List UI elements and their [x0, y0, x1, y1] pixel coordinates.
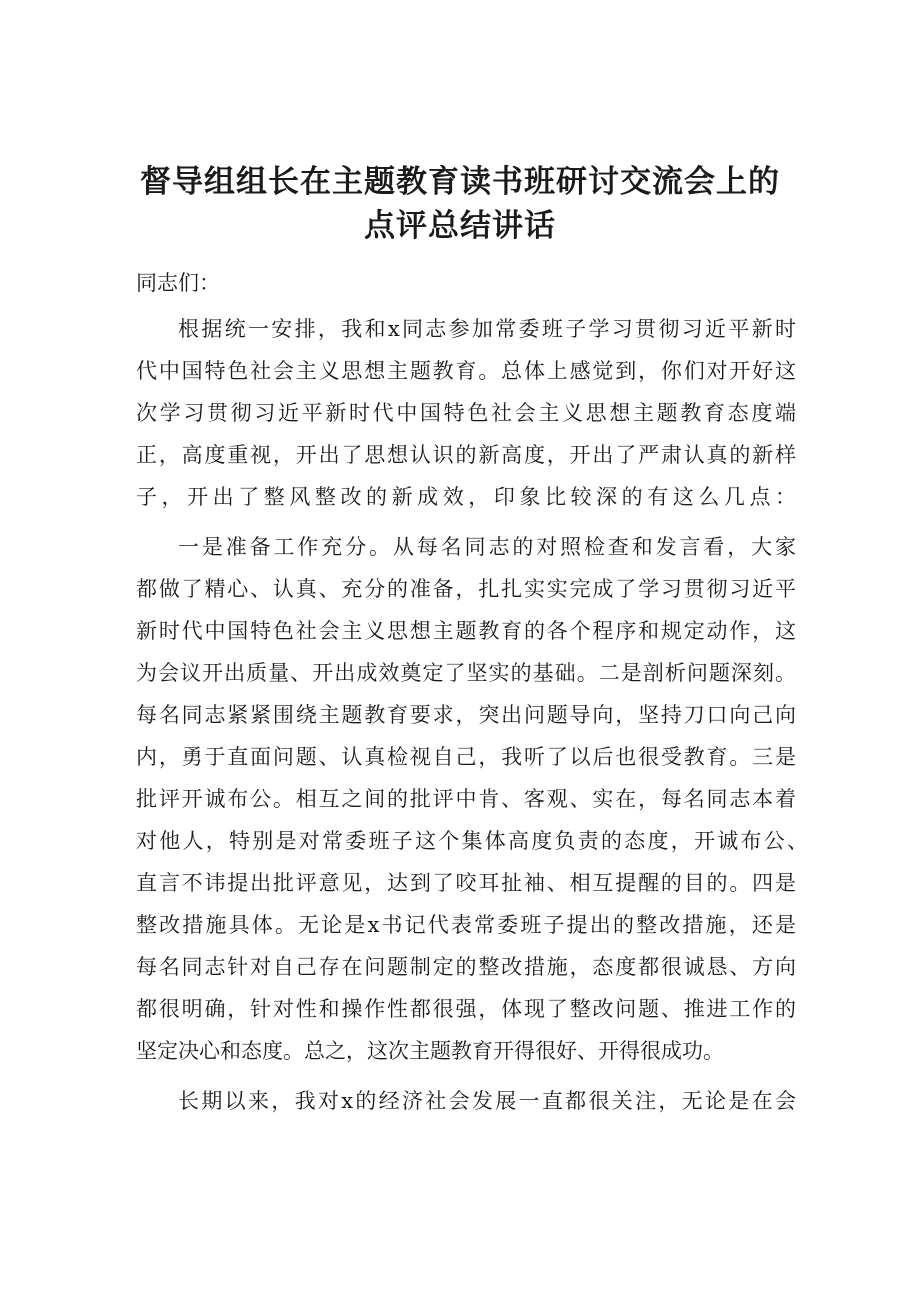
paragraph-2-line: 都很明确，针对性和操作性都很强，体现了整改问题、推进工作的 — [136, 997, 796, 1021]
paragraph-2-line: 直言不讳提出批评意见，达到了咬耳扯袖、相互提醒的目的。四是 — [136, 871, 796, 895]
paragraph-2-line: 坚定决心和态度。总之，这次主题教育开得很好、开得很成功。 — [136, 1039, 724, 1063]
paragraph-1-line: 根据统一安排，我和x同志参加常委班子学习贯彻习近平新时 — [178, 317, 796, 341]
paragraph-2-line: 每名同志针对自己存在问题制定的整改措施，态度都很诚恳、方向 — [136, 955, 796, 979]
paragraph-2-line: 整改措施具体。无论是x书记代表常委班子提出的整改措施，还是 — [136, 913, 796, 937]
salutation: 同志们： — [136, 271, 220, 295]
paragraph-1-line: 次学习贯彻习近平新时代中国特色社会主义思想主题教育态度端 — [136, 401, 796, 425]
paragraph-2-line: 对他人，特别是对常委班子这个集体高度负责的态度，开诚布公、 — [136, 829, 808, 853]
paragraph-2-line: 为会议开出质量、开出成效奠定了坚实的基础。二是剖析问题深刻。 — [136, 661, 796, 685]
paragraph-2-line: 每名同志紧紧围绕主题教育要求，突出问题导向，坚持刀口向己向 — [136, 703, 796, 727]
paragraph-2-line: 批评开诚布公。相互之间的批评中肯、客观、实在，每名同志本着 — [136, 787, 796, 811]
paragraph-2-line: 内，勇于直面问题、认真检视自己，我听了以后也很受教育。三是 — [136, 745, 796, 769]
document-title-line-2: 点评总结讲话 — [364, 208, 556, 244]
paragraph-2-line: 新时代中国特色社会主义思想主题教育的各个程序和规定动作，这 — [136, 619, 796, 643]
paragraph-3-line: 长期以来，我对x的经济社会发展一直都很关注，无论是在会 — [178, 1089, 796, 1113]
paragraph-2-line: 都做了精心、认真、充分的准备，扎扎实实完成了学习贯彻习近平 — [136, 577, 796, 601]
document-title-line-1: 督导组组长在主题教育读书班研讨交流会上的 — [140, 164, 780, 200]
paragraph-1-line: 正，高度重视，开出了思想认识的新高度，开出了严肃认真的新样 — [136, 443, 796, 467]
paragraph-2-line: 一是准备工作充分。从每名同志的对照检查和发言看，大家 — [178, 535, 796, 559]
paragraph-1-line: 代中国特色社会主义思想主题教育。总体上感觉到，你们对开好这 — [136, 359, 796, 383]
paragraph-1-line: 子，开出了整风整改的新成效，印象比较深的有这么几点： — [136, 485, 796, 509]
